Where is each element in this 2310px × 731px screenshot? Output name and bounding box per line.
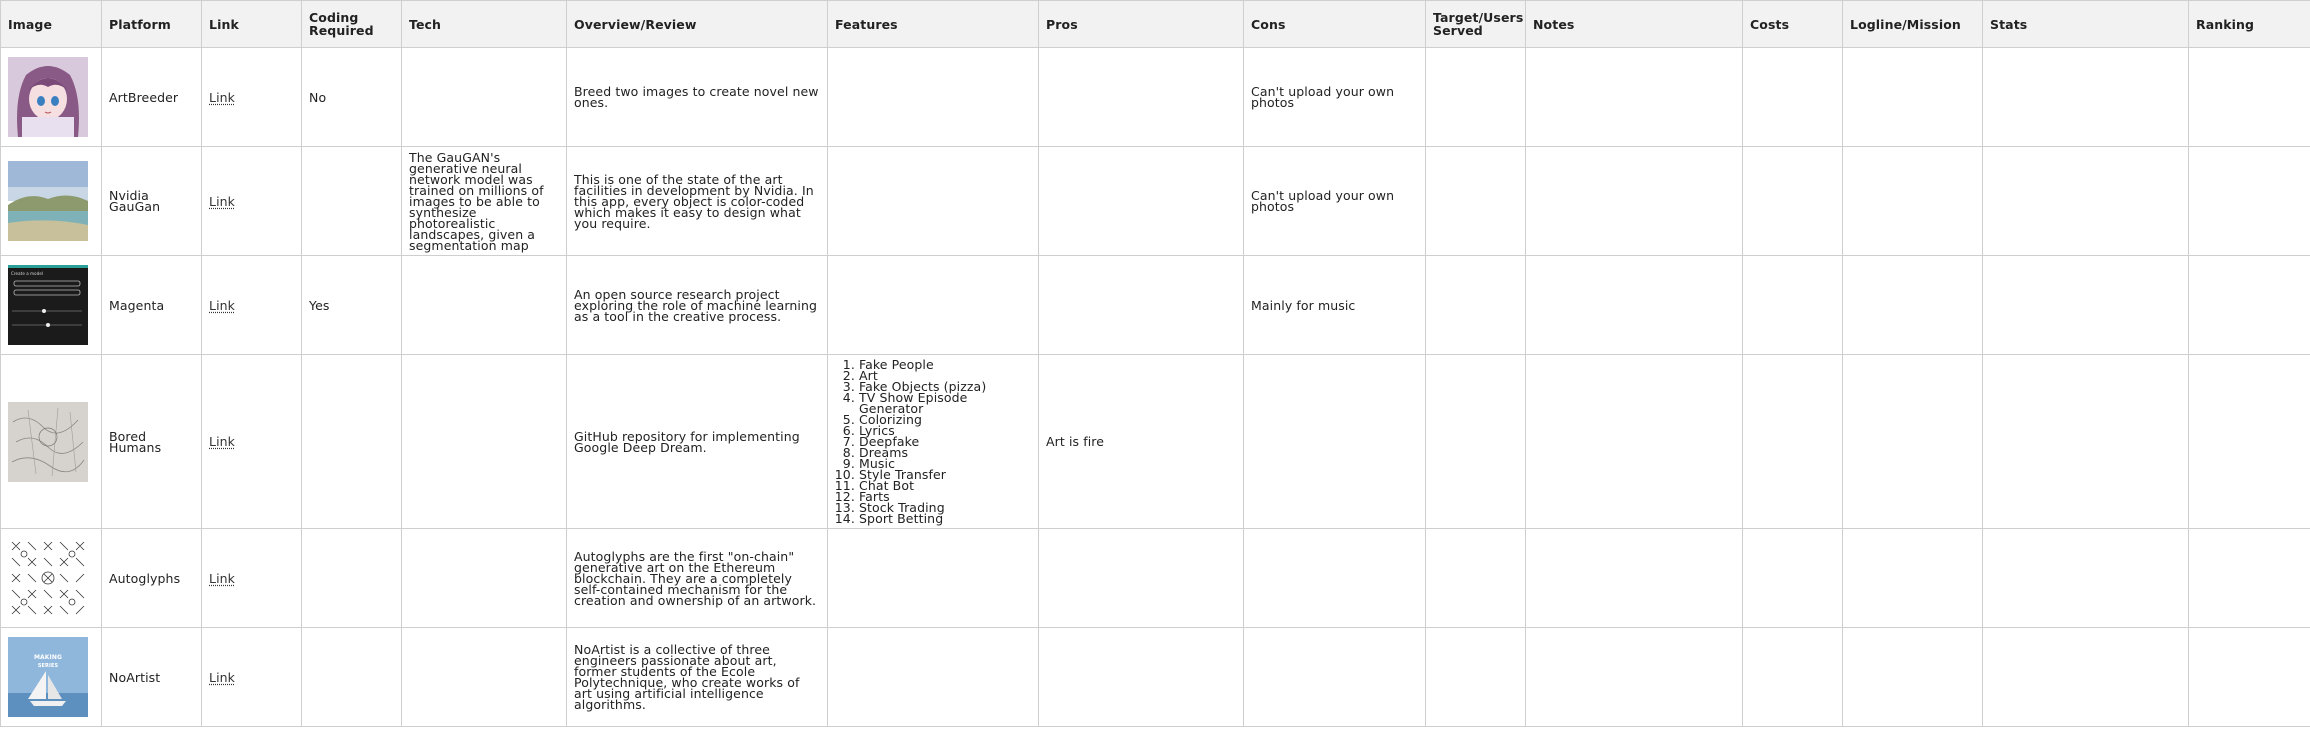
- costs-cell: [1743, 529, 1843, 628]
- table-row: [1, 48, 2310, 147]
- pros-cell: [1039, 529, 1244, 628]
- list-item: 4. TV Show Episode Generator: [859, 392, 1031, 414]
- header-stats[interactable]: Stats: [1983, 1, 2189, 48]
- tech-cell: The GauGAN's generative neural network model was trained on millions of images to be able to synthesize photorealistic landscapes, given a segmentation map: [402, 147, 567, 256]
- platform-link[interactable]: Link: [209, 570, 235, 586]
- target-cell: [1426, 529, 1526, 628]
- tech-cell: [402, 256, 567, 355]
- costs-cell: [1743, 48, 1843, 147]
- overview-cell: Autoglyphs are the first "on-chain" generative art on the Ethereum blockchain. They are a completely self-contained mechanism for the creation and ownership of an artwork.: [567, 529, 828, 628]
- stats-cell: [1983, 529, 2189, 628]
- logline-cell: [1843, 355, 1983, 529]
- ranking-cell: [2189, 256, 2310, 355]
- features-cell: [828, 355, 1039, 529]
- noartist-thumb-text-1: MAKING: [33, 654, 63, 661]
- landscape-thumbnail[interactable]: [8, 161, 88, 241]
- tech-cell: [402, 355, 567, 529]
- overview-cell: An open source research project exploring the role of machine learning as a tool in the creative process.: [567, 256, 828, 355]
- logline-cell: [1843, 48, 1983, 147]
- overview-cell: NoArtist is a collective of three engineers passionate about art, former students of the Ecole Polytechnique, who create works of art using artificial intelligence algorithms.: [567, 628, 828, 727]
- sailboat-thumbnail[interactable]: [8, 637, 88, 717]
- platform-link[interactable]: Link: [209, 89, 235, 105]
- overview-cell: Breed two images to create novel new ones.: [567, 48, 828, 147]
- coding-cell: [302, 355, 402, 529]
- notes-cell: [1526, 355, 1743, 529]
- platform-cell: NoArtist: [102, 628, 202, 727]
- cons-cell: Can't upload your own photos: [1244, 48, 1426, 147]
- image-cell: [1, 147, 102, 256]
- link-cell: [202, 147, 302, 256]
- tech-cell: [402, 529, 567, 628]
- pros-cell: [1039, 256, 1244, 355]
- table-row: [1, 256, 2310, 355]
- coding-cell: [302, 147, 402, 256]
- tech-cell: [402, 48, 567, 147]
- table-row: [1, 628, 2310, 727]
- tech-cell: [402, 628, 567, 727]
- platform-link[interactable]: Link: [209, 297, 235, 313]
- list-item: 3. Fake Objects (pizza): [859, 381, 1031, 392]
- header-cons[interactable]: Cons: [1244, 1, 1426, 48]
- header-row: [1, 1, 2310, 48]
- link-cell: [202, 529, 302, 628]
- ranking-cell: [2189, 355, 2310, 529]
- platform-cell: Bored Humans: [102, 355, 202, 529]
- list-item: 14. Sport Betting: [859, 513, 1031, 524]
- target-cell: [1426, 628, 1526, 727]
- coding-cell: Yes: [302, 256, 402, 355]
- stats-cell: [1983, 48, 2189, 147]
- features-list: [835, 359, 1031, 524]
- features-cell: [828, 147, 1039, 256]
- link-cell: [202, 256, 302, 355]
- logline-cell: [1843, 628, 1983, 727]
- image-cell: [1, 355, 102, 529]
- features-cell: [828, 529, 1039, 628]
- overview-cell: GitHub repository for implementing Google Deep Dream.: [567, 355, 828, 529]
- costs-cell: [1743, 355, 1843, 529]
- table-row: [1, 147, 2310, 256]
- stats-cell: [1983, 256, 2189, 355]
- header-overview[interactable]: Overview/Review: [567, 1, 828, 48]
- pros-cell: [1039, 147, 1244, 256]
- header-features[interactable]: Features: [828, 1, 1039, 48]
- notes-cell: [1526, 529, 1743, 628]
- list-item: 12. Farts: [859, 491, 1031, 502]
- notes-cell: [1526, 628, 1743, 727]
- platform-link[interactable]: Link: [209, 193, 235, 209]
- stats-cell: [1983, 147, 2189, 256]
- ranking-cell: [2189, 628, 2310, 727]
- ranking-cell: [2189, 529, 2310, 628]
- list-item: 7. Deepfake: [859, 436, 1031, 447]
- header-coding-required[interactable]: Coding Required: [302, 1, 402, 48]
- list-item: 13. Stock Trading: [859, 502, 1031, 513]
- platform-cell: ArtBreeder: [102, 48, 202, 147]
- list-item: 6. Lyrics: [859, 425, 1031, 436]
- image-cell: [1, 628, 102, 727]
- table-row: [1, 355, 2310, 529]
- anime-girl-thumbnail[interactable]: [8, 57, 88, 137]
- cons-cell: Mainly for music: [1244, 256, 1426, 355]
- platform-cell: Autoglyphs: [102, 529, 202, 628]
- platform-cell: Nvidia GauGan: [102, 147, 202, 256]
- cons-cell: [1244, 355, 1426, 529]
- notes-cell: [1526, 256, 1743, 355]
- coding-cell: No: [302, 48, 402, 147]
- table-row: [1, 529, 2310, 628]
- header-notes[interactable]: Notes: [1526, 1, 1743, 48]
- link-cell: [202, 48, 302, 147]
- features-cell: [828, 256, 1039, 355]
- costs-cell: [1743, 628, 1843, 727]
- stats-cell: [1983, 628, 2189, 727]
- list-item: 10. Style Transfer: [859, 469, 1031, 480]
- magenta-thumb-text: Create a model: [11, 271, 44, 276]
- target-cell: [1426, 256, 1526, 355]
- cons-cell: [1244, 628, 1426, 727]
- target-cell: [1426, 355, 1526, 529]
- costs-cell: [1743, 256, 1843, 355]
- list-item: 2. Art: [859, 370, 1031, 381]
- ranking-cell: [2189, 147, 2310, 256]
- coding-cell: [302, 628, 402, 727]
- list-item: 9. Music: [859, 458, 1031, 469]
- header-ranking[interactable]: Ranking: [2189, 1, 2310, 48]
- noartist-thumb-text-2: SERIES: [37, 663, 59, 669]
- list-item: 5. Colorizing: [859, 414, 1031, 425]
- coding-cell: [302, 529, 402, 628]
- logline-cell: [1843, 147, 1983, 256]
- ranking-cell: [2189, 48, 2310, 147]
- overview-cell: This is one of the state of the art facilities in development by Nvidia. In this app, every object is color-coded which makes it easy to design what you require.: [567, 147, 828, 256]
- notes-cell: [1526, 48, 1743, 147]
- platform-link[interactable]: Link: [209, 434, 235, 449]
- cons-cell: Can't upload your own photos: [1244, 147, 1426, 256]
- platform-link[interactable]: Link: [209, 669, 235, 685]
- list-item: 1. Fake People: [859, 359, 1031, 370]
- costs-cell: [1743, 147, 1843, 256]
- pros-cell: Art is fire: [1039, 355, 1244, 529]
- link-cell: [202, 628, 302, 727]
- features-cell: [828, 48, 1039, 147]
- header-logline[interactable]: Logline/Mission: [1843, 1, 1983, 48]
- header-image[interactable]: Image: [1, 1, 102, 48]
- header-link[interactable]: Link: [202, 1, 302, 48]
- list-item: 8. Dreams: [859, 447, 1031, 458]
- pencil-sketch-thumbnail[interactable]: [8, 402, 88, 482]
- notes-cell: [1526, 147, 1743, 256]
- logline-cell: [1843, 256, 1983, 355]
- image-cell: [1, 48, 102, 147]
- header-platform[interactable]: Platform: [102, 1, 202, 48]
- cons-cell: [1244, 529, 1426, 628]
- platform-cell: Magenta: [102, 256, 202, 355]
- header-tech[interactable]: Tech: [402, 1, 567, 48]
- header-target-users[interactable]: Target/Users Served: [1426, 1, 1526, 48]
- logline-cell: [1843, 529, 1983, 628]
- pros-cell: [1039, 48, 1244, 147]
- glyph-pattern-thumbnail[interactable]: [8, 538, 88, 618]
- magenta-ui-thumbnail[interactable]: [8, 265, 88, 345]
- header-costs[interactable]: Costs: [1743, 1, 1843, 48]
- stats-cell: [1983, 355, 2189, 529]
- target-cell: [1426, 48, 1526, 147]
- header-pros[interactable]: Pros: [1039, 1, 1244, 48]
- image-cell: [1, 256, 102, 355]
- link-cell: [202, 355, 302, 529]
- list-item: 11. Chat Bot: [859, 480, 1031, 491]
- features-cell: [828, 628, 1039, 727]
- image-cell: [1, 529, 102, 628]
- pros-cell: [1039, 628, 1244, 727]
- target-cell: [1426, 147, 1526, 256]
